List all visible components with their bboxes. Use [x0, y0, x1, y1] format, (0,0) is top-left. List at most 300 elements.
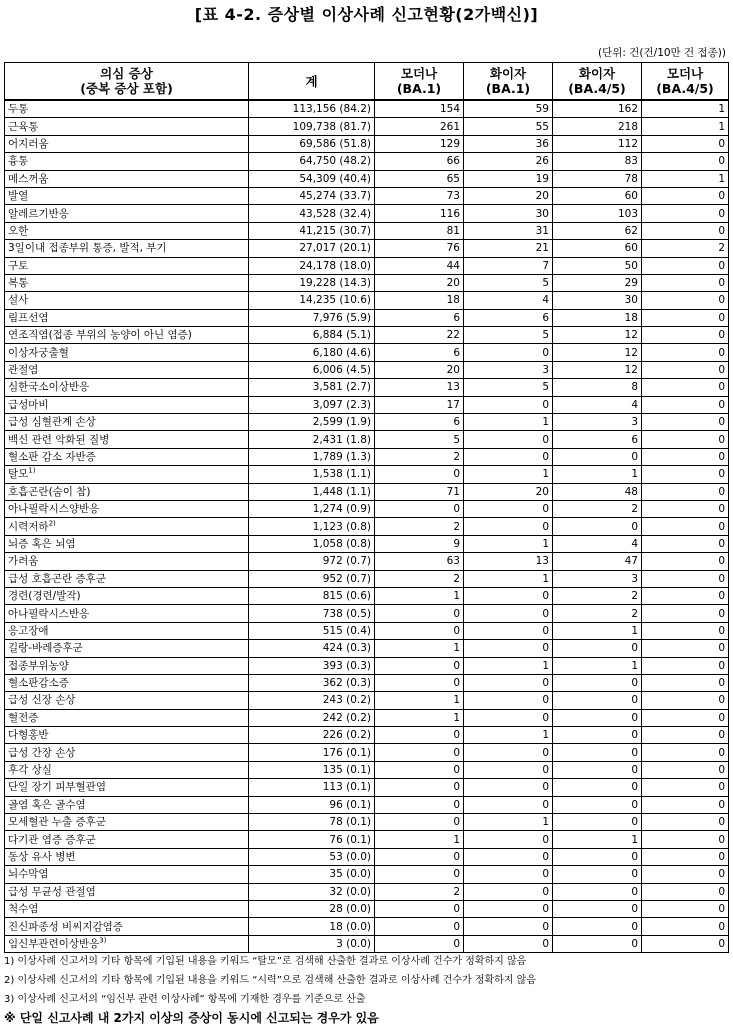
symptom-cell	[5, 327, 249, 344]
count-cell-c4: 0	[642, 222, 729, 239]
symptom-cell	[5, 187, 249, 204]
table-row	[5, 344, 729, 361]
symptom-cell	[5, 466, 249, 483]
symptom-cell	[5, 570, 249, 587]
total-cell: 27,017 (20.1)	[249, 240, 375, 257]
symptom-cell	[5, 935, 249, 952]
symptom-label: 다형홍반	[8, 729, 49, 742]
count-cell-c3: 29	[553, 274, 642, 291]
symptom-label: 이상자궁출혈	[8, 346, 69, 359]
count-cell-c2: 0	[464, 831, 553, 848]
count-cell-c3: 218	[553, 118, 642, 135]
count-cell-c2: 0	[464, 431, 553, 448]
symptom-cell	[5, 587, 249, 604]
count-cell-c4: 0	[642, 831, 729, 848]
count-cell-c1: 20	[375, 361, 464, 378]
count-cell-c2: 55	[464, 118, 553, 135]
count-cell-c2: 0	[464, 761, 553, 778]
symptom-cell	[5, 118, 249, 135]
count-cell-c1: 6	[375, 344, 464, 361]
header-col3-line2: (BA.4/5)	[568, 81, 626, 96]
footnote-marker: 3)	[99, 936, 107, 945]
total-cell: 64,750 (48.2)	[249, 153, 375, 170]
count-cell-c4: 0	[642, 135, 729, 152]
total-cell: 7,976 (5.9)	[249, 309, 375, 326]
count-cell-c3: 0	[553, 900, 642, 917]
symptom-label: 가려움	[8, 555, 39, 568]
symptom-cell	[5, 883, 249, 900]
count-cell-c3: 48	[553, 483, 642, 500]
count-cell-c1: 0	[375, 466, 464, 483]
table-row	[5, 448, 729, 465]
count-cell-c2: 1	[464, 570, 553, 587]
symptom-label: 메스꺼움	[8, 172, 49, 185]
symptom-label: 급성 무균성 관절염	[8, 885, 96, 898]
table-row	[5, 883, 729, 900]
count-cell-c1: 261	[375, 118, 464, 135]
total-cell: 28 (0.0)	[249, 900, 375, 917]
symptom-label: 급성 간장 손상	[8, 746, 76, 759]
header-pfizer-ba45	[553, 63, 642, 101]
table-row	[5, 640, 729, 657]
count-cell-c2: 0	[464, 709, 553, 726]
symptom-label: 길랑-바레증후군	[8, 642, 83, 655]
table-row	[5, 187, 729, 204]
table-row	[5, 205, 729, 222]
count-cell-c3: 60	[553, 240, 642, 257]
header-col4-line2: (BA.4/5)	[656, 81, 714, 96]
count-cell-c1: 0	[375, 900, 464, 917]
count-cell-c4: 2	[642, 240, 729, 257]
total-cell: 113 (0.1)	[249, 779, 375, 796]
count-cell-c3: 1	[553, 466, 642, 483]
symptom-cell	[5, 153, 249, 170]
symptom-label: 혈소판 감소 자반증	[8, 451, 96, 463]
table-row	[5, 553, 729, 570]
symptom-label: 복통	[8, 277, 29, 290]
total-cell: 243 (0.2)	[249, 692, 375, 709]
symptom-cell	[5, 553, 249, 570]
table-row	[5, 674, 729, 691]
count-cell-c3: 0	[553, 518, 642, 535]
count-cell-c3: 0	[553, 848, 642, 865]
count-cell-c1: 1	[375, 640, 464, 657]
symptom-cell	[5, 796, 249, 813]
count-cell-c4: 0	[642, 814, 729, 831]
count-cell-c1: 1	[375, 587, 464, 604]
total-cell: 6,180 (4.6)	[249, 344, 375, 361]
symptom-cell	[5, 744, 249, 761]
symptom-label: 혈소판감소증	[8, 677, 69, 690]
count-cell-c3: 50	[553, 257, 642, 274]
count-cell-c1: 0	[375, 500, 464, 517]
total-cell: 6,884 (5.1)	[249, 327, 375, 344]
symptom-cell	[5, 692, 249, 709]
count-cell-c2: 0	[464, 883, 553, 900]
count-cell-c1: 0	[375, 605, 464, 622]
footnote-marker: 2)	[48, 519, 56, 528]
count-cell-c2: 7	[464, 257, 553, 274]
count-cell-c3: 47	[553, 553, 642, 570]
table-title: [표 4-2. 증상별 이상사례 신고현황(2가백신)]	[194, 5, 539, 24]
count-cell-c3: 0	[553, 918, 642, 935]
table-row	[5, 935, 729, 952]
count-cell-c1: 6	[375, 309, 464, 326]
header-row	[5, 63, 729, 101]
symptom-cell	[5, 779, 249, 796]
total-cell: 113,156 (84.2)	[249, 100, 375, 118]
count-cell-c4: 0	[642, 431, 729, 448]
symptom-cell	[5, 414, 249, 431]
header-moderna-ba1	[375, 63, 464, 101]
count-cell-c1: 116	[375, 205, 464, 222]
symptom-cell	[5, 274, 249, 291]
symptom-cell	[5, 396, 249, 413]
count-cell-c4: 0	[642, 709, 729, 726]
count-cell-c4: 0	[642, 796, 729, 813]
table-row	[5, 779, 729, 796]
table-row	[5, 570, 729, 587]
count-cell-c4: 0	[642, 535, 729, 552]
symptom-cell	[5, 361, 249, 378]
count-cell-c4: 0	[642, 205, 729, 222]
count-cell-c4: 0	[642, 153, 729, 170]
table-row	[5, 622, 729, 639]
count-cell-c3: 1	[553, 831, 642, 848]
count-cell-c3: 0	[553, 935, 642, 952]
count-cell-c3: 0	[553, 640, 642, 657]
table-row	[5, 727, 729, 744]
total-cell: 226 (0.2)	[249, 727, 375, 744]
count-cell-c4: 0	[642, 605, 729, 622]
count-cell-c4: 0	[642, 274, 729, 291]
count-cell-c3: 0	[553, 883, 642, 900]
symptom-label: 진신파종성 비씨지감염증	[8, 920, 123, 933]
count-cell-c4: 0	[642, 466, 729, 483]
symptom-label: 관절염	[8, 364, 39, 377]
count-cell-c1: 2	[375, 518, 464, 535]
symptom-label: 탈모	[8, 468, 29, 481]
count-cell-c3: 0	[553, 448, 642, 465]
count-cell-c2: 0	[464, 674, 553, 691]
table-row	[5, 170, 729, 187]
count-cell-c3: 2	[553, 605, 642, 622]
total-cell: 35 (0.0)	[249, 866, 375, 883]
total-cell: 242 (0.2)	[249, 709, 375, 726]
symptom-cell	[5, 344, 249, 361]
count-cell-c4: 0	[642, 500, 729, 517]
header-symptom-line2: (중복 증상 포함)	[80, 81, 173, 96]
table-row	[5, 396, 729, 413]
table-row	[5, 118, 729, 135]
total-cell: 96 (0.1)	[249, 796, 375, 813]
symptom-cell	[5, 205, 249, 222]
table-row	[5, 814, 729, 831]
count-cell-c4: 0	[642, 309, 729, 326]
count-cell-c3: 6	[553, 431, 642, 448]
count-cell-c3: 83	[553, 153, 642, 170]
count-cell-c1: 76	[375, 240, 464, 257]
count-cell-c1: 0	[375, 848, 464, 865]
total-cell: 109,738 (81.7)	[249, 118, 375, 135]
symptom-label: 심한국소이상반응	[8, 381, 90, 394]
symptom-cell	[5, 379, 249, 396]
count-cell-c4: 0	[642, 483, 729, 500]
count-cell-c2: 20	[464, 483, 553, 500]
count-cell-c2: 36	[464, 135, 553, 152]
table-row	[5, 309, 729, 326]
count-cell-c2: 13	[464, 553, 553, 570]
symptom-label: 후각 상실	[8, 764, 52, 777]
symptom-cell	[5, 605, 249, 622]
symptom-label: 응고장애	[8, 624, 49, 637]
count-cell-c2: 6	[464, 309, 553, 326]
symptom-label: 척수염	[8, 903, 39, 916]
count-cell-c1: 20	[375, 274, 464, 291]
count-cell-c3: 0	[553, 674, 642, 691]
count-cell-c2: 1	[464, 814, 553, 831]
count-cell-c3: 112	[553, 135, 642, 152]
count-cell-c2: 0	[464, 605, 553, 622]
count-cell-c4: 0	[642, 292, 729, 309]
total-cell: 53 (0.0)	[249, 848, 375, 865]
count-cell-c4: 0	[642, 883, 729, 900]
count-cell-c4: 0	[642, 779, 729, 796]
table-body	[5, 100, 729, 953]
symptom-label: 급성 호흡곤란 증후군	[8, 572, 106, 585]
count-cell-c4: 0	[642, 674, 729, 691]
count-cell-c3: 0	[553, 814, 642, 831]
count-cell-c3: 2	[553, 587, 642, 604]
count-cell-c2: 0	[464, 344, 553, 361]
count-cell-c3: 18	[553, 309, 642, 326]
symptom-label: 임신부관련이상반응	[8, 937, 100, 950]
count-cell-c4: 0	[642, 866, 729, 883]
header-col1-line2: (BA.1)	[396, 81, 442, 96]
count-cell-c2: 0	[464, 692, 553, 709]
symptom-label: 혈전증	[8, 711, 39, 724]
symptom-label: 오한	[8, 224, 29, 237]
table-row	[5, 466, 729, 483]
count-cell-c2: 3	[464, 361, 553, 378]
count-cell-c2: 30	[464, 205, 553, 222]
count-cell-c3: 30	[553, 292, 642, 309]
count-cell-c4: 1	[642, 100, 729, 118]
count-cell-c1: 9	[375, 535, 464, 552]
total-cell: 41,215 (30.7)	[249, 222, 375, 239]
count-cell-c2: 0	[464, 518, 553, 535]
symptom-cell	[5, 918, 249, 935]
total-cell: 952 (0.7)	[249, 570, 375, 587]
symptom-cell	[5, 292, 249, 309]
table-row	[5, 657, 729, 674]
count-cell-c1: 0	[375, 657, 464, 674]
count-cell-c2: 0	[464, 744, 553, 761]
symptom-cell	[5, 448, 249, 465]
count-cell-c2: 0	[464, 640, 553, 657]
table-row	[5, 918, 729, 935]
table-row	[5, 379, 729, 396]
count-cell-c1: 22	[375, 327, 464, 344]
count-cell-c2: 0	[464, 500, 553, 517]
symptom-cell	[5, 640, 249, 657]
symptom-label: 골염 혹은 골수염	[8, 798, 86, 811]
symptom-label: 아나필락시스양반응	[8, 503, 100, 516]
symptom-label: 흉통	[8, 155, 29, 168]
count-cell-c2: 0	[464, 866, 553, 883]
count-cell-c3: 12	[553, 327, 642, 344]
total-cell: 45,274 (33.7)	[249, 187, 375, 204]
count-cell-c2: 0	[464, 396, 553, 413]
count-cell-c3: 4	[553, 396, 642, 413]
count-cell-c1: 2	[375, 448, 464, 465]
total-cell: 1,274 (0.9)	[249, 500, 375, 517]
count-cell-c4: 0	[642, 761, 729, 778]
table-row	[5, 222, 729, 239]
table-row	[5, 761, 729, 778]
count-cell-c3: 0	[553, 866, 642, 883]
symptom-label: 뇌증 혹은 뇌염	[8, 537, 76, 550]
symptom-label: 3일이내 접종부위 통증, 발적, 부기	[8, 242, 167, 255]
table-row	[5, 153, 729, 170]
symptom-label: 백신 관련 악화된 질병	[8, 433, 110, 446]
count-cell-c1: 1	[375, 831, 464, 848]
count-cell-c2: 0	[464, 900, 553, 917]
total-cell: 3,581 (2.7)	[249, 379, 375, 396]
symptom-label: 동상 유사 병변	[8, 850, 76, 863]
symptom-label: 단일 장기 피부혈관염	[8, 781, 106, 794]
count-cell-c4: 0	[642, 396, 729, 413]
count-cell-c1: 17	[375, 396, 464, 413]
count-cell-c4: 0	[642, 379, 729, 396]
table-row	[5, 274, 729, 291]
count-cell-c3: 0	[553, 709, 642, 726]
symptom-label: 알레르기반응	[8, 207, 69, 220]
header-col1-line1: 모더나	[400, 66, 438, 81]
table-row	[5, 100, 729, 118]
total-cell: 135 (0.1)	[249, 761, 375, 778]
symptom-cell	[5, 727, 249, 744]
total-cell: 24,178 (18.0)	[249, 257, 375, 274]
total-cell: 19,228 (14.3)	[249, 274, 375, 291]
count-cell-c4: 0	[642, 448, 729, 465]
count-cell-c3: 12	[553, 361, 642, 378]
count-cell-c2: 0	[464, 448, 553, 465]
count-cell-c2: 1	[464, 657, 553, 674]
symptom-table	[4, 62, 729, 953]
symptom-cell	[5, 257, 249, 274]
count-cell-c2: 0	[464, 796, 553, 813]
table-row	[5, 744, 729, 761]
symptom-cell	[5, 848, 249, 865]
count-cell-c2: 19	[464, 170, 553, 187]
total-cell: 424 (0.3)	[249, 640, 375, 657]
count-cell-c1: 66	[375, 153, 464, 170]
count-cell-c1: 13	[375, 379, 464, 396]
symptom-label: 급성 심혈관계 손상	[8, 416, 96, 429]
header-pfizer-ba1	[464, 63, 553, 101]
total-cell: 69,586 (51.8)	[249, 135, 375, 152]
symptom-cell	[5, 309, 249, 326]
header-total-label: 계	[305, 73, 318, 89]
count-cell-c1: 2	[375, 883, 464, 900]
total-cell: 1,789 (1.3)	[249, 448, 375, 465]
header-col2-line2: (BA.1)	[485, 81, 531, 96]
total-cell: 1,538 (1.1)	[249, 466, 375, 483]
count-cell-c1: 0	[375, 674, 464, 691]
count-cell-c4: 0	[642, 640, 729, 657]
symptom-cell	[5, 622, 249, 639]
count-cell-c1: 18	[375, 292, 464, 309]
count-cell-c1: 1	[375, 709, 464, 726]
total-cell: 43,528 (32.4)	[249, 205, 375, 222]
count-cell-c4: 0	[642, 622, 729, 639]
count-cell-c2: 0	[464, 587, 553, 604]
count-cell-c3: 1	[553, 657, 642, 674]
footnote: ※ 단일 신고사례 내 2가지 이상의 증상이 동시에 신고되는 경우가 있음	[4, 1011, 379, 1025]
count-cell-c4: 0	[642, 587, 729, 604]
count-cell-c4: 0	[642, 518, 729, 535]
symptom-cell	[5, 240, 249, 257]
note-1: 1) 이상사례 신고서의 기타 항목에 기입된 내용을 키워드 “탈모”로 검색해 산출한 결과로 이상사례 건수가 정확하지 않음	[4, 956, 527, 967]
symptom-label: 두통	[8, 103, 29, 116]
count-cell-c2: 0	[464, 779, 553, 796]
count-cell-c2: 5	[464, 327, 553, 344]
count-cell-c1: 63	[375, 553, 464, 570]
count-cell-c3: 1	[553, 622, 642, 639]
count-cell-c3: 8	[553, 379, 642, 396]
symptom-cell	[5, 535, 249, 552]
symptom-cell	[5, 483, 249, 500]
count-cell-c1: 0	[375, 935, 464, 952]
symptom-cell	[5, 222, 249, 239]
count-cell-c1: 0	[375, 622, 464, 639]
table-row	[5, 831, 729, 848]
header-symptom-line1: 의심 증상	[100, 66, 153, 81]
count-cell-c4: 0	[642, 935, 729, 952]
header-col2-line1: 화이자	[489, 66, 527, 81]
count-cell-c1: 0	[375, 727, 464, 744]
total-cell: 18 (0.0)	[249, 918, 375, 935]
table-row	[5, 500, 729, 517]
count-cell-c1: 6	[375, 414, 464, 431]
table-row	[5, 709, 729, 726]
count-cell-c2: 0	[464, 622, 553, 639]
count-cell-c3: 103	[553, 205, 642, 222]
table-row	[5, 587, 729, 604]
count-cell-c1: 81	[375, 222, 464, 239]
count-cell-c1: 73	[375, 187, 464, 204]
table-row	[5, 431, 729, 448]
total-cell: 393 (0.3)	[249, 657, 375, 674]
table-row	[5, 605, 729, 622]
count-cell-c4: 0	[642, 727, 729, 744]
table-row	[5, 848, 729, 865]
total-cell: 1,123 (0.8)	[249, 518, 375, 535]
total-cell: 1,448 (1.1)	[249, 483, 375, 500]
total-cell: 3 (0.0)	[249, 935, 375, 952]
total-cell: 362 (0.3)	[249, 674, 375, 691]
symptom-label: 어지러움	[8, 137, 49, 150]
table-row	[5, 240, 729, 257]
header-moderna-ba45	[642, 63, 729, 101]
symptom-cell	[5, 100, 249, 118]
count-cell-c1: 129	[375, 135, 464, 152]
symptom-label: 다기관 염증 증후군	[8, 833, 96, 846]
table-row	[5, 866, 729, 883]
count-cell-c2: 5	[464, 379, 553, 396]
count-cell-c4: 0	[642, 657, 729, 674]
